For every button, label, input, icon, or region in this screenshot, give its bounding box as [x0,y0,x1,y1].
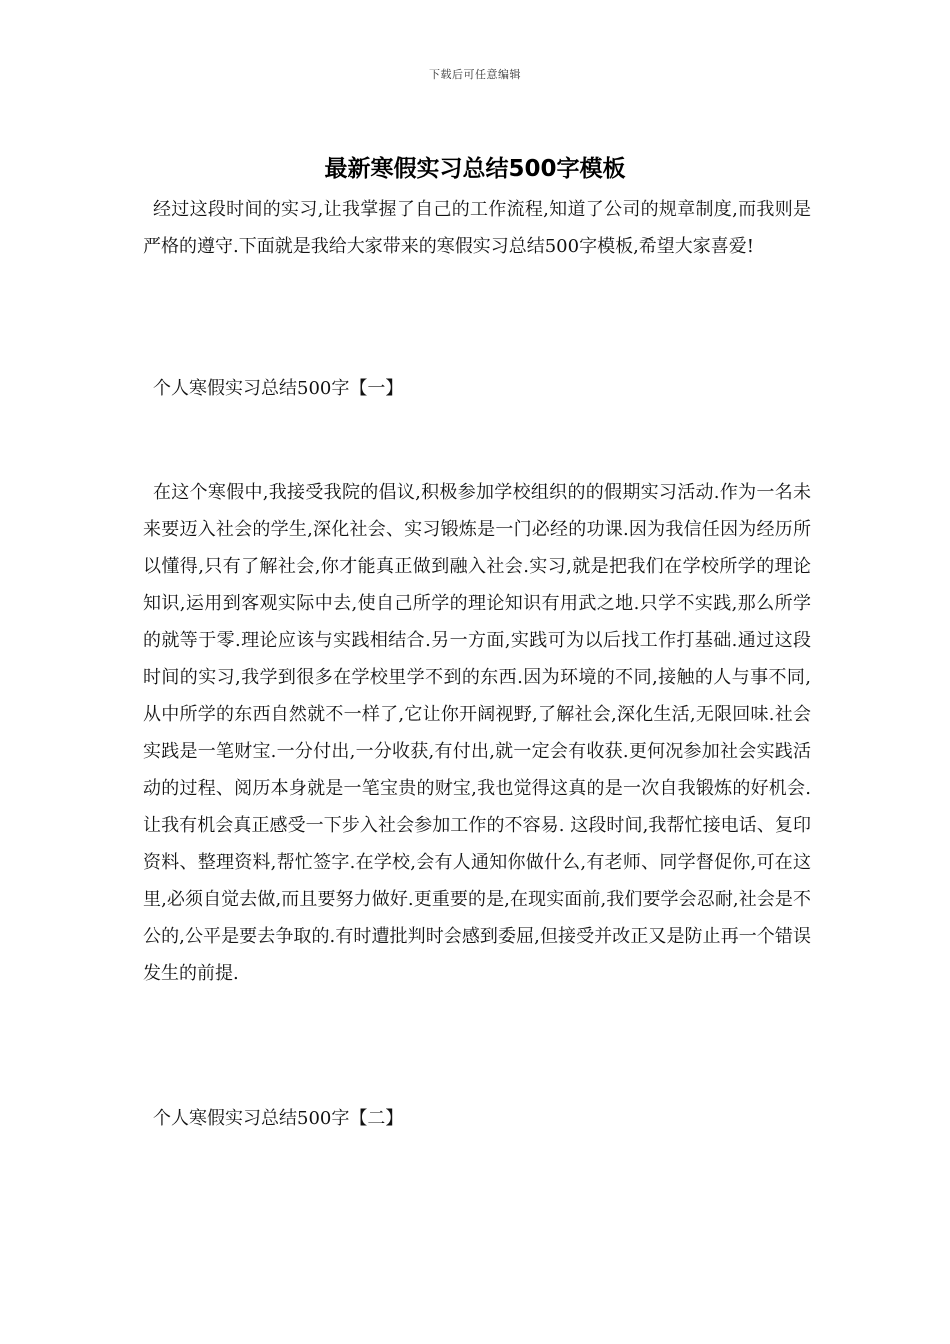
intro-paragraph: 经过这段时间的实习,让我掌握了自己的工作流程,知道了公司的规章制度,而我则是严格的遵守.下面就是我给大家带来的寒假实习总结500字模板,希望大家喜爱! [143,199,811,257]
header-note: 下载后可任意编辑 [429,68,521,81]
document-title: 最新寒假实习总结500字模板 [324,156,626,182]
section-heading-1: 个人寒假实习总结500字【一】 [153,378,404,399]
section-heading-2: 个人寒假实习总结500字【二】 [153,1108,404,1129]
section-paragraph-1: 在这个寒假中,我接受我院的倡议,积极参加学校组织的的假期实习活动.作为一名未来要迈入社会的学生,深化社会、实习锻炼是一门必经的功课.因为我信任因为经历所以懂得,只有了解社会,你才能真正做到融入社会.实习,就是把我们在学校所学的理论知识,运用到客观实际中去,使自己所学的理论知识有用武之地.只学不实践,那么所学的就等于零.理论应该与实践相结合.另一方面,实践可为以后找工作打基础.通过这段时间的实习,我学到很多在学校里学不到的东西.因为环境的不同,接触的人与事不同,从中所学的东西自然就不一样了,它让你开阔视野,了解社会,深化生活,无限回味.社会实践是一笔财宝.一分付出,一分收获,有付出,就一定会有收获.更何况参加社会实践活动的过程、阅历本身就是一笔宝贵的财宝,我也觉得这真的是一次自我锻炼的好机会.让我有机会真正感受一下步入社会参加工作的不容易. 这段时间,我帮忙接电话、复印资料、整理资料,帮忙签字.在学校,会有人通知你做什么,有老师、同学督促你,可在这里,必须自觉去做,而且要努力做好.更重要的是,在现实面前,我们要学会忍耐,社会是不公的,公平是要去争取的.有时遭批判时会感到委屈,但接受并改正又是防止再一个错误发生的前提. [143,482,811,984]
